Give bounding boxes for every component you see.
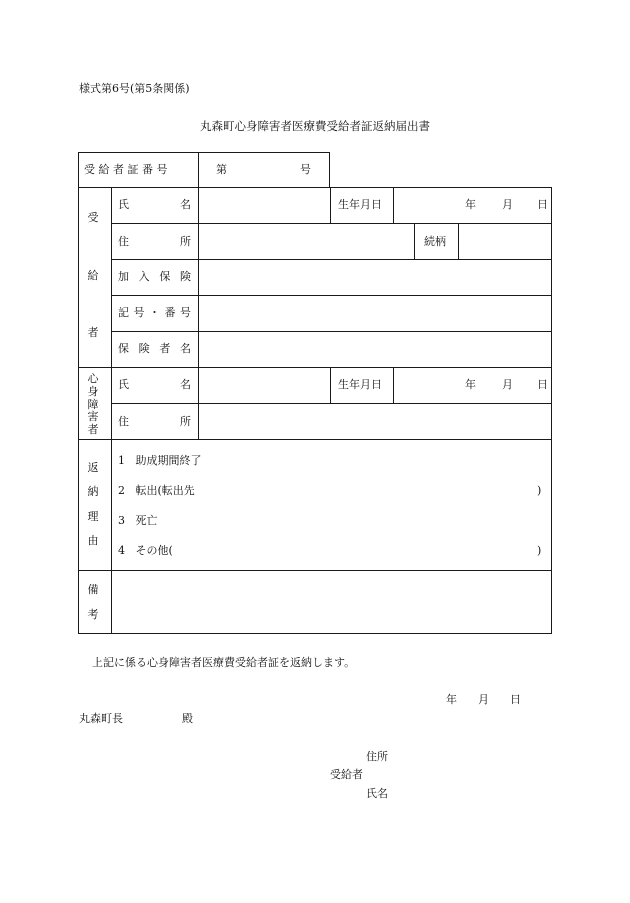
signer-name-label: 氏名 [366,787,388,800]
reason-item: 1 助成期間終了 [118,454,202,467]
disabled-birth-month: 月 [502,378,513,391]
recipient-birth-month: 月 [502,198,513,211]
addressee: 丸森町長 殿 [79,712,193,725]
reason-item: 3 死亡 [118,514,158,527]
insurer-name-label: 保 険 者 名 [118,342,191,355]
disabled-birth-label: 生年月日 [338,378,382,391]
reason-item: 4 その他( [118,544,173,557]
cert-number-suffix: 号 [300,163,311,176]
return-statement: 上記に係る心身障害者医療費受給者証を返納します。 [92,656,356,669]
signer-recipient-label: 受給者 [330,768,363,781]
recipient-birth-day: 日 [537,198,548,211]
remarks-label: 備 考 [87,583,99,621]
disabled-birth-year: 年 [465,378,476,391]
return-reason-group-label: 返 納 理 由 [87,461,99,547]
recipient-name-label: 氏 名 [118,198,191,211]
recipient-address-label: 住 所 [118,235,191,248]
signer-address-label: 住所 [366,750,388,763]
relation-label: 続柄 [424,235,446,248]
cert-number-prefix: 第 [216,163,227,176]
disabled-person-group-label: 心 身 障 害 者 [87,372,99,436]
form-number: 様式第6号(第5条関係) [79,82,190,95]
document-title: 丸森町心身障害者医療費受給者証返納届出書 [200,119,430,133]
recipient-birth-year: 年 [465,198,476,211]
reason-item: 2 転出(転出先 [118,484,195,497]
disabled-birth-day: 日 [537,378,548,391]
disabled-name-label: 氏 名 [118,378,191,391]
disabled-address-label: 住 所 [118,415,191,428]
insurance-label: 加 入 保 険 [118,270,191,283]
recipient-group-label: 受 給 者 [87,211,99,339]
submission-date: 年 月 日 [446,693,521,706]
recipient-birth-label: 生年月日 [338,198,382,211]
symbol-number-label: 記 号 ・ 番 号 [118,306,191,319]
cert-number-label: 受 給 者 証 番 号 [84,163,168,176]
reason-close-paren: ) [537,484,542,497]
reason-close-paren: ) [537,544,542,557]
